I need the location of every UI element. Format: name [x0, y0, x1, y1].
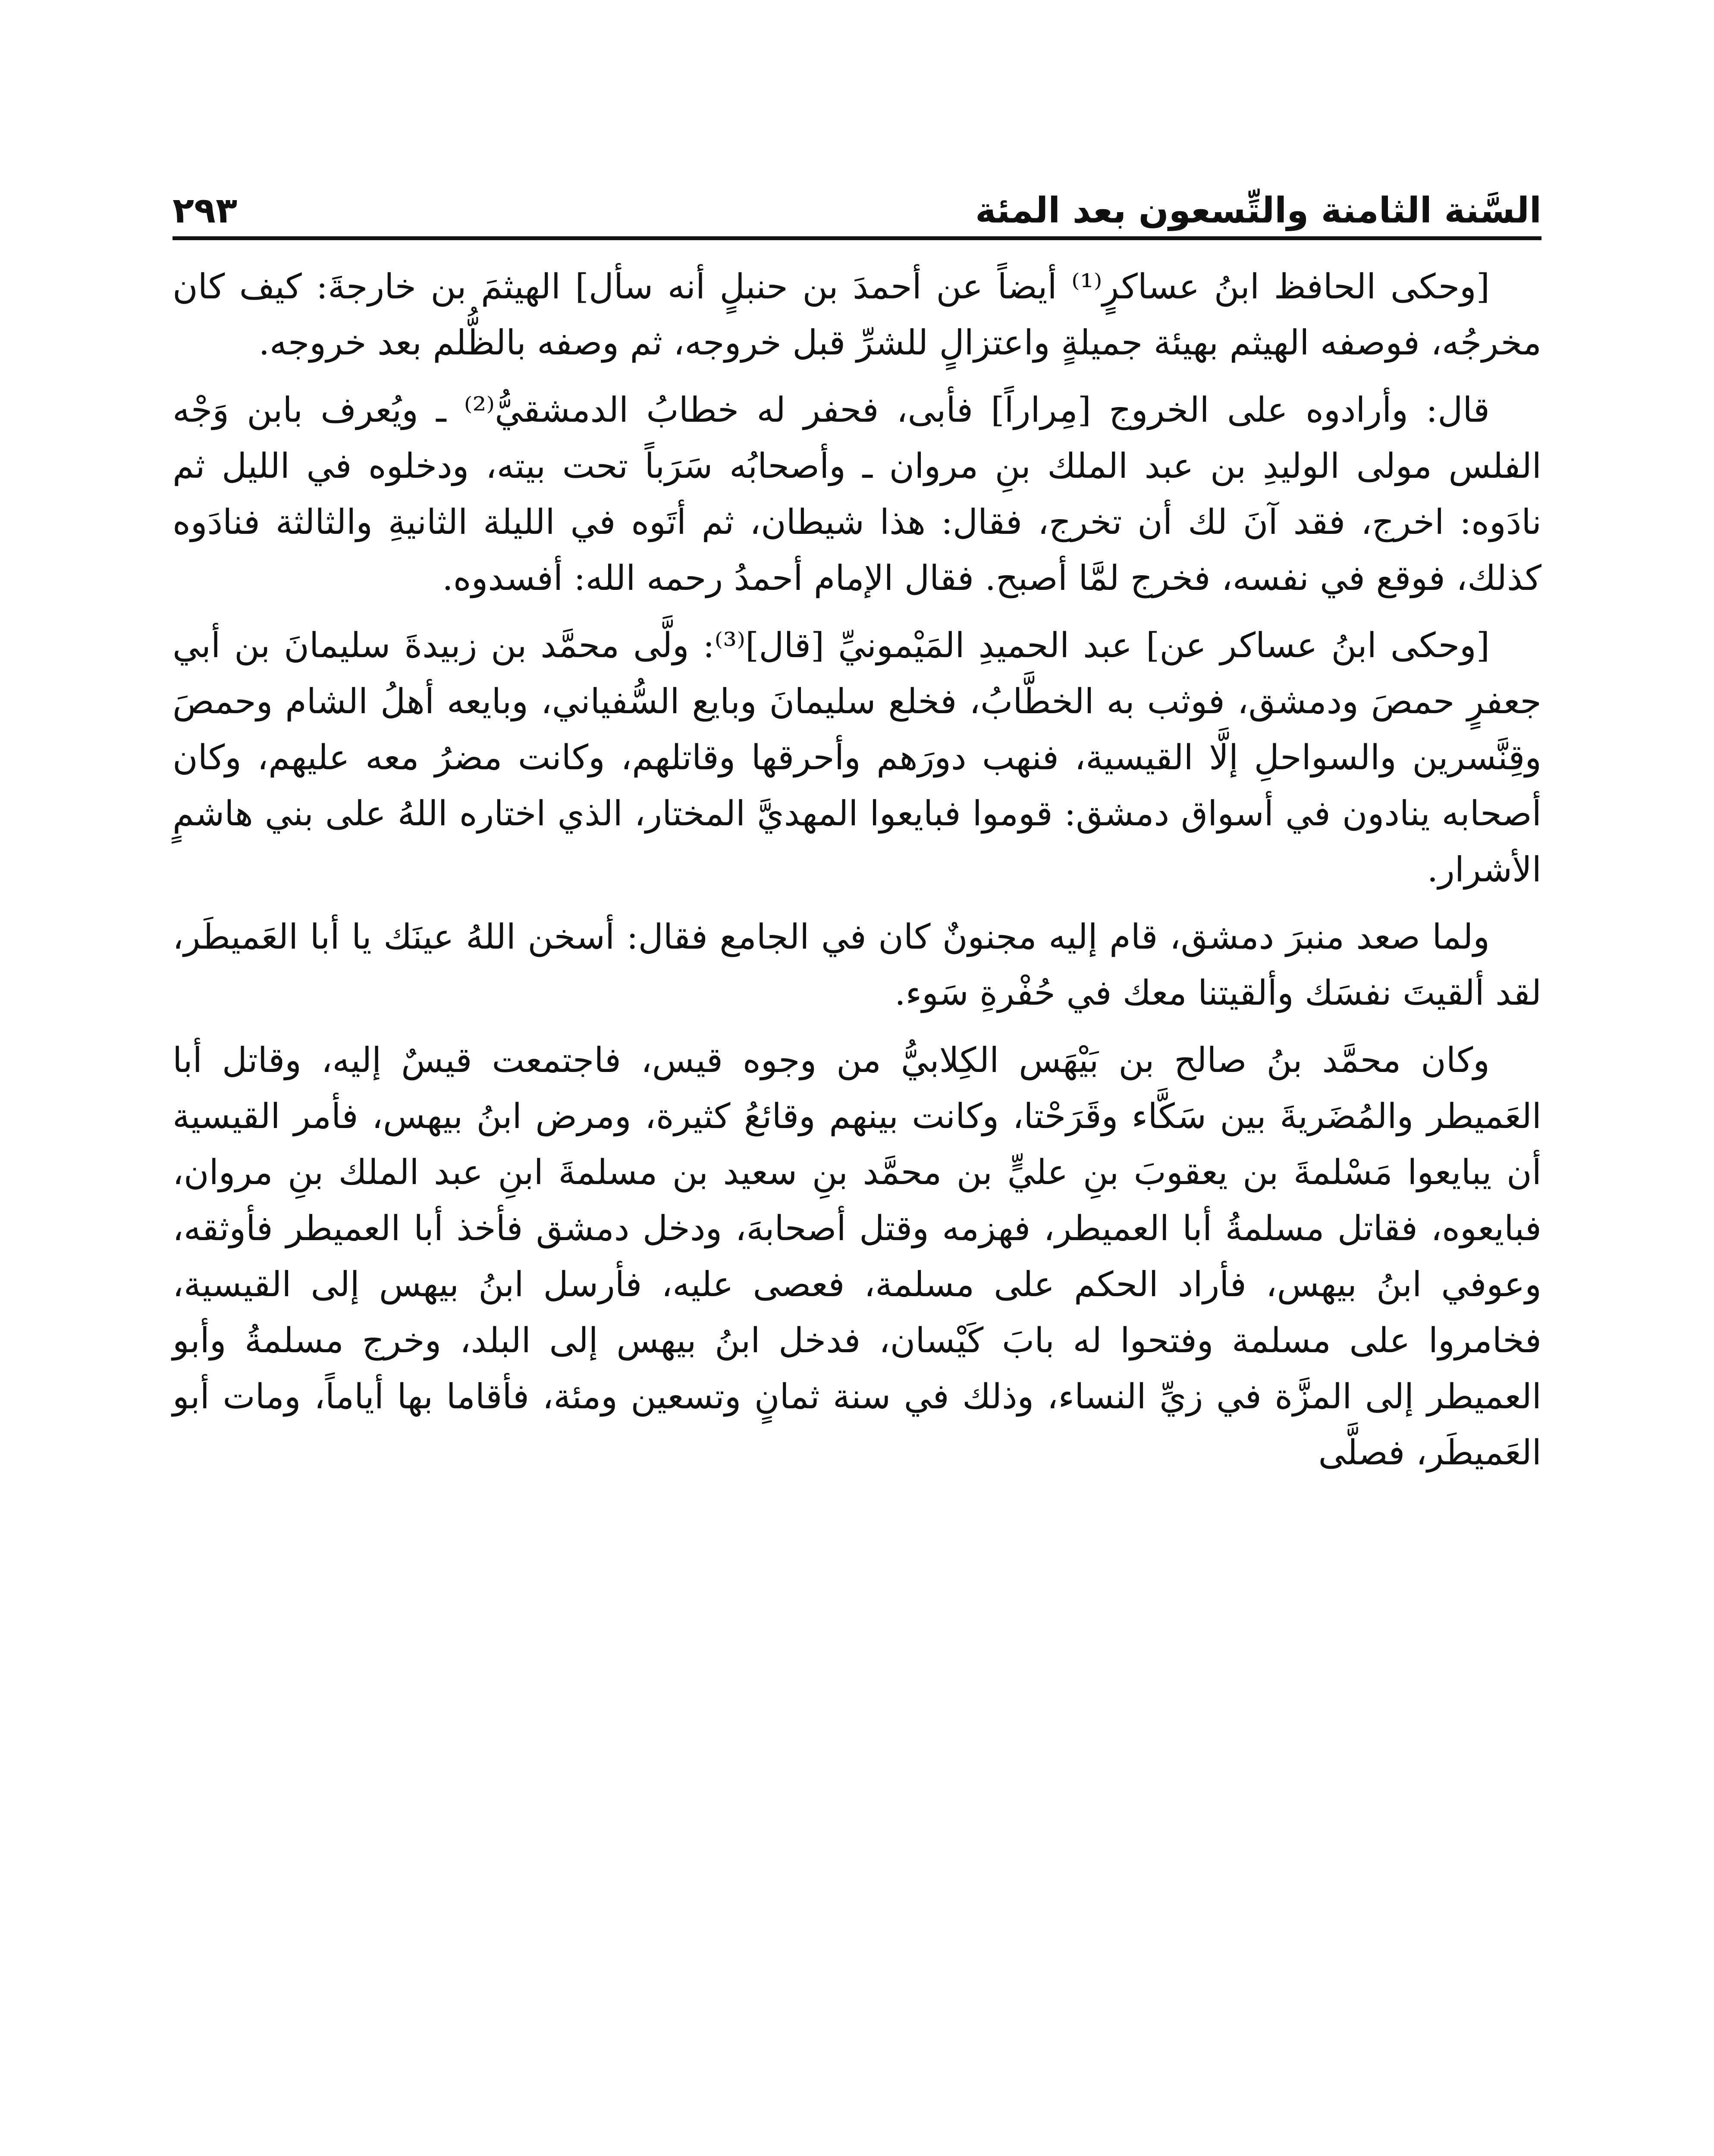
paragraph: [وحكى ابنُ عساكر عن] عبد الحميدِ المَيْمونيِّ [قال]⁽³⁾: ولَّى محمَّد بن زبيدةَ سليمانَ بن أبي جعفرٍ حمصَ ودمشق، فوثب به الخطَّابُ، فخلع سليمانَ وبايع السُّفياني، وبايعه أهلُ الشام وحمصَ وقِنَّسرين والسواحلِ إلَّا القيسية، فنهب دورَهم وأحرقها وقاتلهم، وكانت مضرُ معه عليهم، وكان أصحابه ينادون في أسواق دمشق: قوموا فبايعوا المهديَّ المختار، الذي اختاره اللهُ على بني هاشمٍ الأشرار. [173, 625, 1541, 890]
header-divider [173, 236, 1541, 240]
paragraph: قال: وأرادوه على الخروج [مِراراً] فأبى، فحفر له خطابُ الدمشقيُّ⁽²⁾ ـ ويُعرف بابن وَجْه الفلس مولى الوليدِ بن عبد الملك بنِ مروان ـ وأصحابُه سَرَباً تحت بيته، ودخلوه في الليل ثم نادَوه: اخرج، فقد آنَ لك أن تخرج، فقال: هذا شيطان، ثم أتَوه في الليلة الثانيةِ والثالثة فنادَوه كذلك، فوقع في نفسه، فخرج لمَّا أصبح. فقال الإمام أحمدُ رحمه الله: أفسدوه. [173, 390, 1541, 598]
paragraph: [وحكى الحافظ ابنُ عساكرٍ⁽¹⁾ أيضاً عن أحمدَ بن حنبلٍ أنه سأل] الهيثمَ بن خارجةَ: كيف كان مخرجُه، فوصفه الهيثم بهيئة جميلةٍ واعتزالٍ للشرِّ قبل خروجه، ثم وصفه بالظُّلم بعد خروجه. [173, 266, 1541, 363]
running-title: السَّنة الثامنة والتِّسعون بعد المئة [975, 190, 1541, 231]
main-text [173, 259, 1541, 1492]
page-number: ٢٩٣ [173, 190, 238, 231]
page-header [173, 142, 1541, 229]
paragraph: ولما صعد منبرَ دمشق، قام إليه مجنونٌ كان في الجامع فقال: أسخن اللهُ عينَك يا أبا العَميطَر، لقد ألقيتَ نفسَك وألقيتنا معك في حُفْرةِ سَوء. [173, 917, 1541, 1013]
paragraph: وكان محمَّد بنُ صالح بن بَيْهَس الكِلابيُّ من وجوه قيس، فاجتمعت قيسٌ إليه، وقاتل أبا العَميطر والمُضَريةَ بين سَكَّاء وقَرَحْتا، وكانت بينهم وقائعُ كثيرة، ومرض ابنُ بيهس، فأمر القيسية أن يبايعوا مَسْلمةَ بن يعقوبَ بنِ عليٍّ بن محمَّد بنِ سعيد بن مسلمةَ ابنِ عبد الملك بنِ مروان، فبايعوه، فقاتل مسلمةُ أبا العميطر، فهزمه وقتل أصحابهَ، ودخل دمشق فأخذ أبا العميطر فأوثقه، وعوفي ابنُ بيهس، فأراد الحكم على مسلمة، فعصى عليه، فأرسل ابنُ بيهس إلى القيسية، فخامروا على مسلمة وفتحوا له بابَ كَيْسان، فدخل ابنُ بيهس إلى البلد، وخرج مسلمةُ وأبو العميطر إلى المزَّة في زيِّ النساء، وذلك في سنة ثمانٍ وتسعين ومئة، فأقاما بها أياماً، ومات أبو العَميطَر، فصلَّى [173, 1040, 1542, 1473]
